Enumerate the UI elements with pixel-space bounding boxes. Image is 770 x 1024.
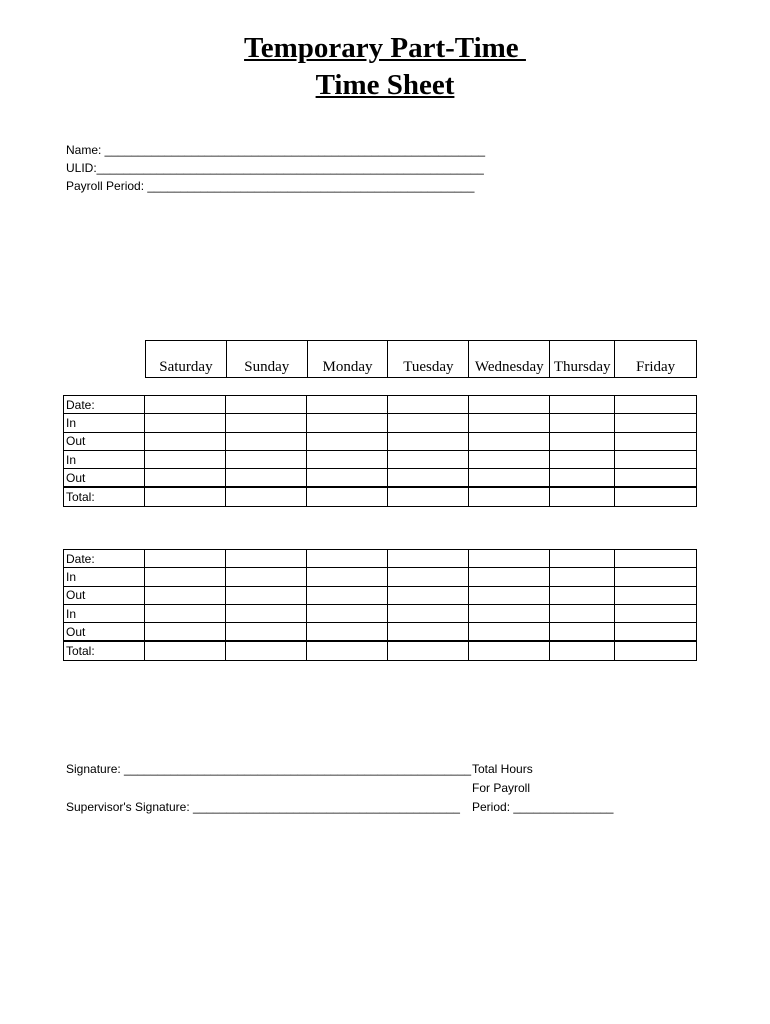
time-entry-cell[interactable] [388, 550, 469, 568]
time-entry-cell[interactable] [388, 432, 469, 450]
time-entry-cell[interactable] [550, 432, 615, 450]
time-entry-cell[interactable] [469, 550, 550, 568]
time-entry-cell[interactable] [550, 641, 615, 660]
total-hours-label-1: Total Hours [472, 762, 533, 776]
time-entry-cell[interactable] [469, 568, 550, 586]
time-entry-cell[interactable] [469, 396, 550, 414]
time-entry-cell[interactable] [307, 604, 388, 622]
table-row [64, 568, 697, 586]
time-entry-cell[interactable] [550, 414, 615, 432]
table-row [64, 586, 697, 604]
table-row [64, 396, 697, 414]
name-field[interactable]: Name: _________________________________________________________ [66, 143, 486, 157]
time-entry-cell[interactable] [615, 641, 697, 660]
time-entry-cell[interactable] [226, 487, 307, 506]
time-entry-cell[interactable] [615, 432, 697, 450]
time-entry-cell[interactable] [226, 432, 307, 450]
time-entry-cell[interactable] [550, 487, 615, 506]
time-entry-cell[interactable] [388, 568, 469, 586]
time-entry-cell[interactable] [226, 414, 307, 432]
time-entry-cell[interactable] [469, 604, 550, 622]
time-entry-cell[interactable] [550, 568, 615, 586]
time-entry-cell[interactable] [145, 414, 226, 432]
time-entry-cell[interactable] [226, 604, 307, 622]
time-entry-cell[interactable] [226, 586, 307, 604]
time-entry-cell[interactable] [615, 487, 697, 506]
time-entry-cell[interactable] [469, 450, 550, 468]
time-entry-cell[interactable] [145, 550, 226, 568]
row-label: Out [64, 469, 145, 488]
total-hours-label-2: For Payroll [472, 781, 531, 795]
row-label: Out [64, 586, 145, 604]
time-entry-cell[interactable] [145, 396, 226, 414]
time-entry-cell[interactable] [615, 568, 697, 586]
time-entry-cell[interactable] [307, 469, 388, 488]
row-label: Date: [64, 550, 145, 568]
time-entry-cell[interactable] [145, 469, 226, 488]
time-entry-cell[interactable] [469, 586, 550, 604]
time-entry-cell[interactable] [145, 568, 226, 586]
time-entry-cell[interactable] [307, 432, 388, 450]
total-hours-period-field[interactable]: Period: _______________ [472, 800, 614, 814]
table-row [64, 414, 697, 432]
time-entry-cell[interactable] [469, 623, 550, 642]
time-entry-cell[interactable] [307, 586, 388, 604]
table-row [64, 469, 697, 488]
day-wednesday: Wednesday [469, 341, 550, 378]
time-entry-cell[interactable] [388, 641, 469, 660]
time-entry-cell[interactable] [145, 623, 226, 642]
page-title-line2: Time Sheet [315, 69, 455, 101]
time-entry-cell[interactable] [388, 623, 469, 642]
day-sunday: Sunday [226, 341, 307, 378]
time-entry-cell[interactable] [550, 550, 615, 568]
time-entry-cell[interactable] [388, 487, 469, 506]
time-entry-cell[interactable] [145, 487, 226, 506]
time-entry-cell[interactable] [469, 469, 550, 488]
table-row [64, 604, 697, 622]
time-entry-cell[interactable] [615, 414, 697, 432]
row-label: In [64, 450, 145, 468]
time-entry-cell[interactable] [469, 641, 550, 660]
time-entry-cell[interactable] [615, 550, 697, 568]
day-monday: Monday [307, 341, 388, 378]
time-entry-cell[interactable] [388, 396, 469, 414]
time-entry-cell[interactable] [469, 414, 550, 432]
time-entry-cell[interactable] [615, 604, 697, 622]
day-header [145, 340, 697, 378]
day-saturday: Saturday [159, 359, 213, 375]
time-entry-cell[interactable] [388, 414, 469, 432]
table-row [64, 432, 697, 450]
time-entry-cell[interactable] [307, 550, 388, 568]
time-entry-cell[interactable] [226, 623, 307, 642]
time-entry-cell[interactable] [307, 623, 388, 642]
row-label: In [64, 604, 145, 622]
time-entry-cell[interactable] [226, 641, 307, 660]
time-entry-cell[interactable] [550, 623, 615, 642]
row-label: Out [64, 432, 145, 450]
table-row [64, 623, 697, 642]
time-entry-cell[interactable] [226, 568, 307, 586]
row-label: In [64, 414, 145, 432]
time-entry-cell[interactable] [550, 396, 615, 414]
time-entry-cell[interactable] [145, 450, 226, 468]
day-tuesday: Tuesday [388, 341, 469, 378]
payroll-period-field[interactable]: Payroll Period: _________________________________________________ [66, 179, 475, 193]
table-row [64, 450, 697, 468]
table-row [64, 550, 697, 568]
time-entry-cell[interactable] [469, 487, 550, 506]
row-label: Date: [64, 396, 145, 414]
time-entry-cell[interactable] [307, 568, 388, 586]
time-entry-cell[interactable] [226, 396, 307, 414]
ulid-field[interactable]: ULID:__________________________________________________________ [66, 161, 484, 175]
table-row [64, 641, 697, 660]
time-entry-cell[interactable] [145, 586, 226, 604]
time-entry-cell[interactable] [226, 469, 307, 488]
time-entry-cell[interactable] [145, 641, 226, 660]
time-entry-cell[interactable] [307, 414, 388, 432]
time-entry-cell[interactable] [550, 604, 615, 622]
time-entry-cell[interactable] [469, 432, 550, 450]
time-entry-cell[interactable] [615, 586, 697, 604]
row-label: Total: [64, 487, 145, 506]
time-entry-cell[interactable] [615, 469, 697, 488]
employee-signature-line[interactable]: Signature: ____________________________________________________ [66, 762, 472, 776]
time-entry-cell[interactable] [307, 641, 388, 660]
day-thursday: Thursday [550, 341, 615, 378]
time-entry-cell[interactable] [307, 450, 388, 468]
time-entry-cell[interactable] [388, 604, 469, 622]
time-entry-cell[interactable] [550, 586, 615, 604]
time-entry-cell[interactable] [388, 469, 469, 488]
time-entry-cell[interactable] [388, 450, 469, 468]
row-label: In [64, 568, 145, 586]
time-entry-cell[interactable] [307, 487, 388, 506]
time-entry-cell[interactable] [550, 450, 615, 468]
time-entry-cell[interactable] [145, 604, 226, 622]
supervisor-signature-line[interactable]: Supervisor's Signature: ________________________________________ [66, 800, 460, 814]
time-entry-cell[interactable] [550, 469, 615, 488]
time-entry-cell[interactable] [307, 396, 388, 414]
week-1-table [63, 395, 697, 507]
time-entry-cell[interactable] [615, 450, 697, 468]
time-entry-cell[interactable] [615, 623, 697, 642]
time-entry-cell[interactable] [145, 432, 226, 450]
table-row [64, 487, 697, 506]
row-label: Total: [64, 641, 145, 660]
time-entry-cell[interactable] [226, 550, 307, 568]
time-entry-cell[interactable] [226, 450, 307, 468]
row-label: Out [64, 623, 145, 642]
time-entry-cell[interactable] [388, 586, 469, 604]
week-2-table [63, 549, 697, 661]
time-entry-cell[interactable] [615, 396, 697, 414]
page-title-line1: Temporary Part-Time [244, 32, 526, 64]
day-friday: Friday [615, 341, 697, 378]
